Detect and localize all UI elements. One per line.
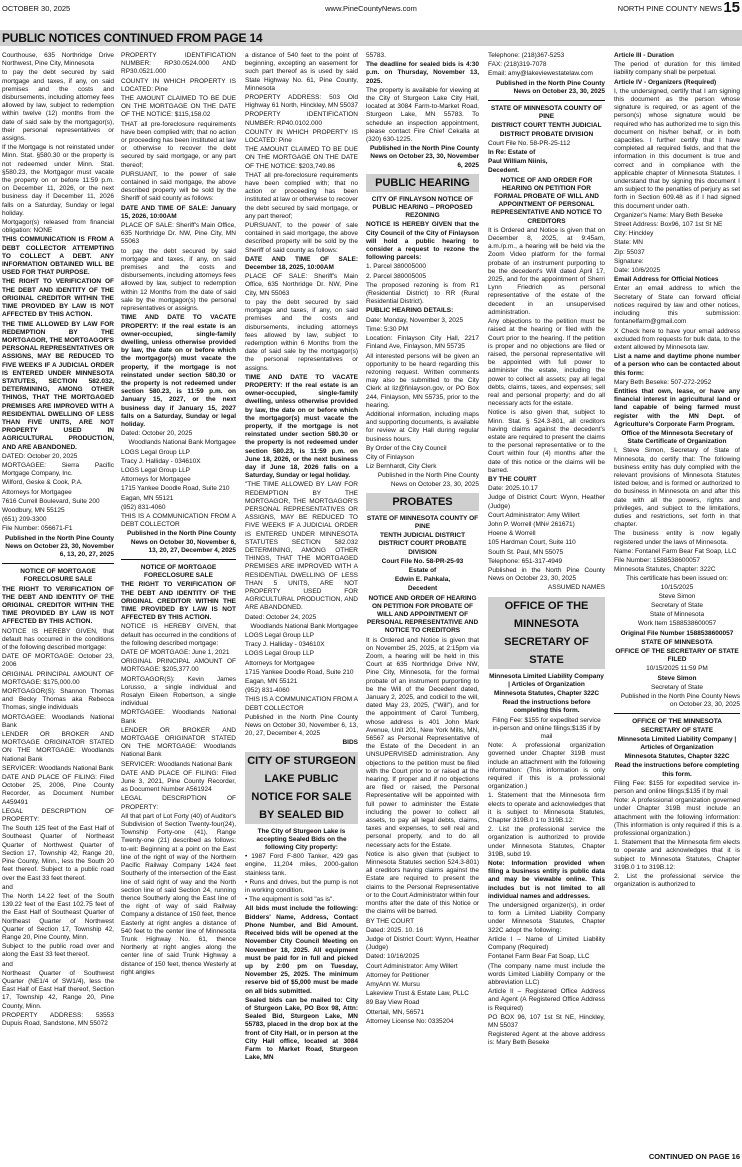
notice-paragraph: Article I – Name of Limited Liability Company (Required) [488, 935, 605, 952]
notice-paragraph: Signature: [614, 257, 644, 265]
notice-paragraph: Mortgagor(s) released from financial obligation: NONE [2, 219, 114, 235]
column-4 [366, 52, 479, 1150]
notice-paragraph: LENDER OR BROKER AND MORTGAGE ORIGINATOR STATED ON THE MORTGAGE: Woodlands National Bank [2, 731, 114, 763]
issue-date: OCTOBER 30, 2025 [2, 4, 71, 13]
notice-paragraph: The City of Sturgeon Lake is accepting Sealed Bids on the following City property: [256, 827, 347, 852]
notice-paragraph: 89 Bay View Road [366, 999, 420, 1007]
notice-paragraph: COUNTY IN WHICH PROPERTY IS LOCATED: Pine [121, 77, 236, 93]
notice-paragraph: List a name and daytime phone number of a person who can be contacted about this form: [614, 353, 740, 377]
column-6 [614, 52, 740, 1150]
notice-paragraph: Article IV - Organizers (Required) [614, 78, 717, 86]
notice-paragraph: State of Minnesota [649, 611, 705, 619]
notice-paragraph: Woodbury, MN 55125 [2, 506, 65, 514]
notice-paragraph: Decedent [407, 585, 438, 593]
notice-divider [2, 563, 114, 564]
notice-paragraph: John P. Worrell (MN# 261671) [488, 520, 575, 528]
notice-divider [614, 713, 740, 714]
notice-paragraph: Courthouse, 635 Northridge Drive Northwest, Pine City, Minnesota [2, 52, 114, 68]
notice-paragraph: Woodlands National Bank Mortgagee [128, 439, 236, 447]
notice-paragraph: Note: A professional organization governed under Chapter 319B must include an attachment with the following information: (This information is only required if this is a professional organization.) [488, 742, 605, 791]
notice-paragraph: Court Administrator: Amy Willert [366, 962, 458, 970]
notice-paragraph: Read the instructions before completing this form. [502, 699, 591, 715]
notice-paragraph: to pay the debt secured by said mortgage and taxes, if any, on said premises and the costs and disbursements, including attorneys fees allowed by law, subject to redemption within 6 Months from the date of said sale by the mortgagor(s) the personal representatives or assigns. [245, 298, 358, 372]
notice-paragraph: BY THE COURT [366, 917, 415, 925]
notice-paragraph: LOGS Legal Group LLP [245, 650, 315, 658]
notice-paragraph: 55783. [366, 52, 386, 59]
notice-paragraph: Liz Bernhardt, City Clerk [366, 463, 437, 471]
notice-paragraph: The business entity is now legally registered under the laws of Minnesota. [614, 530, 740, 546]
notice-columns [0, 52, 742, 1150]
notice-paragraph: 2. List the professional service the organization is authorized to provide under Minnesota Statutes, Chapter 319B, subd 19. [488, 826, 605, 858]
notice-paragraph: Original File Number 1588538600057 [620, 629, 734, 637]
section-heading: CITY OF STURGEON LAKE PUBLIC NOTICE FOR SALE BY SEALED BID [245, 752, 358, 824]
notice-paragraph: Work Item 1588538600057 [637, 620, 717, 628]
notice-paragraph: Telephone: 651-317-4949 [488, 557, 563, 565]
notice-paragraph: The South 125 feet of the East Half of Southeast Quarter of Northeast Quarter of Northwest Quarter of Section 17, Township 42, Range 20, Pine County, Minn., less the South 20 feet thereof. Subject to a public road over the East 33 feet thereof. [2, 825, 114, 882]
notice-paragraph: Subject to the public road over and along the East 33 feet thereof. [2, 943, 114, 959]
notice-paragraph: Eagan, MN 55121 [245, 678, 298, 686]
notice-paragraph: Attorneys for Mortgagee [121, 476, 191, 484]
notice-paragraph: FAX: (218)319-7078 [488, 61, 547, 69]
section-title: PUBLIC NOTICES CONTINUED FROM PAGE 14 [2, 31, 263, 45]
notice-paragraph: The undersigned organizer(s), in order to form a Limited Liability Company under Minnesota Statutes, Chapter 322C adopt the following: [488, 902, 605, 934]
notice-paragraph: Email Address for Official Notices [614, 276, 719, 284]
notice-paragraph: Steve Simon [658, 592, 696, 600]
notice-paragraph: Lakeview Trust & Estate Law, PLLC [366, 990, 469, 998]
notice-paragraph: Published in the North Pine County News on October 23, 30, 2025 [377, 472, 479, 488]
notice-paragraph: Entities that own, lease, or have any financial interest in agricultural land or land capable of being farmed must register with the MN Dept. of Agriculture's Corporate Farm Program. [614, 387, 740, 428]
notice-paragraph: Attorney for Petitioner [366, 971, 429, 979]
notice-paragraph: (651) 209-3300 [2, 516, 47, 524]
notice-paragraph: Dated: October 24, 2025 [245, 613, 317, 621]
notice-paragraph: Date: Monday, November 3, 2025 [366, 316, 464, 324]
notice-paragraph: OFFICE OF THE MINNESOTA SECRETARY OF STATE [632, 718, 722, 734]
notice-paragraph: LENDER OR BROKER AND MORTGAGE ORIGINATOR STATED ON THE MORTGAGE: Woodlands National Bank [121, 726, 236, 759]
notice-paragraph: Enter an email address to which the Secretary of State can forward official notices required by law and other notices, including this submission: fontanelfarm@gmail.com [614, 285, 740, 326]
notice-divider [488, 100, 605, 101]
notice-paragraph: Telephone: (218)367-5253 [488, 52, 565, 59]
notice-paragraph: THE TIME ALLOWED BY LAW FOR REDEMPTION BY THE MORTGAGOR, THE MORTGAGOR'S PERSONAL REPRESENTATIVES OR ASSIGNS, MAY BE REDUCED TO FIVE WEEKS IF A JUDICIAL ORDER IS ENTERED UNDER MINNESOTA STATUTES, SECTION 582.032, DETERMINING, AMONG OTHER THINGS, THAT THE MORTGAGED PREMISES ARE IMPROVED WITH A RESIDENTIAL DWELLING OF LESS THAN FIVE UNITS, ARE NOT PROPERTY USED IN AGRICULTURAL PRODUCTION, AND ARE ABANDONED. [2, 320, 114, 451]
notice-paragraph: The deadline for sealed bids is 4:30 p.m. on Thursday, November 13, 2025. [366, 61, 479, 85]
notice-paragraph: Location: Finlayson City Hall, 2217 Finland Ave, Finlayson, MN 55735 [366, 335, 479, 351]
notice-paragraph: NOTICE OF AND ORDER FOR HEARING ON PETITION FOR FORMAL PROBATE OF WILL AND APPOINTMENT OF PERSONAL REPRESENTATIVE AND NOTICE TO CREDITORS [491, 176, 602, 225]
notice-paragraph: City of Finlayson [366, 453, 415, 461]
notice-paragraph: DATE AND TIME OF SALE: December 18, 2025, 10:00AM [245, 255, 358, 272]
notice-paragraph: PROPERTY ADDRESS: 53553 Dupuis Road, Sandstone, MN 55072 [2, 1011, 114, 1027]
notice-paragraph: THIS COMMUNICATION IS FROM A DEBT COLLECTOR ATTEMPTING TO COLLECT A DEBT. ANY INFORMATION OBTAINED WILL BE USED FOR THAT PURPOSE. [2, 236, 114, 277]
site-url[interactable]: www.PineCountyNews.com [325, 4, 417, 13]
notice-paragraph: and [2, 960, 13, 968]
notice-paragraph: Any objections to the petition must be raised at the hearing or filed with the Court prior to the hearing. If the petition is proper and no objections are filed or raised, the personal representative will be appointed with full power to administer the estate, including the power to collect all assets; pay all legal debts, claims, taxes, and expenses; sell real and personal property; and do all necessary acts for the estate. [488, 318, 605, 408]
notice-paragraph: All interested persons will be given an opportunity to be heard regarding this rezoning request. Written comments may also be submitted to the City Clerk at liz@finlayson.gov, or PO Box 244, Finlayson, MN 55735, prior to the hearing. [366, 352, 479, 409]
notice-paragraph: Court File No. 58-PR-25-93 [381, 557, 464, 565]
notice-paragraph: and [2, 883, 13, 891]
notice-paragraph: It is Ordered and Notice is given that on November 25, 2025, at 2:15pm via Zoom, a hearing will be held in this Court at 635 Northridge Drive NW, Pine City, Minnesota, for the formal probate of an instrument purporting to be the Will of the Decedent dated, January 2, 2025, and codicil to the will, dated May 23, 2025, ("Will"), and for the appointment of Carol Tumberg, whose address is 401 John Mark Avenue, Unit 201, New York Mills, MN, 56567 as Personal Representative of the Estate of the Decedent in an UNSUPERVISED administration. Any objections to the petition must be filed with the Court prior to or raised at the hearing. If proper and if no objections are filed or raised, the Personal Representative will be appointed with full power to administer the Estate including the power to collect all assets, to pay all legal debts, claims, taxes and expenses, to sell real and personal property, and to do all necessary acts for the Estate. [366, 636, 479, 849]
notice-paragraph: 7616 Currell Boulevard, Suite 200 [2, 497, 100, 505]
continued-label: CONTINUED ON PAGE 16 [648, 1152, 740, 1161]
notice-paragraph: NOTICE OF MORTGAGE FORECLOSURE SALE [20, 568, 96, 584]
notice-paragraph: (952) 831-4060 [121, 503, 166, 511]
notice-paragraph: THE RIGHT TO VERIFICATION OF THE DEBT AND IDENTITY OF THE ORIGINAL CREDITOR WITHIN THE TIME PROVIDED BY LAW IS NOT AFFECTED BY THIS ACTION. [2, 585, 114, 626]
notice-paragraph: Published in the North Pine County News on October 23, 30, 2025 [495, 79, 605, 95]
notice-paragraph: PLACE OF SALE: Sheriff's Main Office, 635 Northridge Dr. NW, Pine City, MN 55063 [245, 273, 358, 297]
notice-paragraph: PROPERTY IDENTIFICATION NUMBER: RP40.0102.000 [245, 111, 358, 127]
notice-paragraph: LOGS Legal Group LLP [121, 448, 191, 456]
notice-paragraph: THAT all pre-foreclosure requirements have been complied with; that no action or proceeding has been instituted at law or otherwise to recover the debt secured by said mortgage, or any part thereof; [245, 171, 358, 220]
notice-paragraph: NOTICE OF MORTGAGE FORECLOSURE SALE [140, 563, 217, 580]
notice-paragraph: Published in the North Pine County News on October 23, 30, 2025 [488, 566, 605, 583]
notice-paragraph: MORTGAGEE: Woodlands National Bank [121, 709, 236, 725]
notice-paragraph: Filing Fee: $155 for expedited service in-person and online filings;$135 if by mail [614, 779, 740, 796]
notice-paragraph: Street Address: Box96, 107 1st St NE [614, 221, 723, 229]
notice-paragraph: In Re: Estate of [488, 149, 536, 157]
notice-paragraph: Date: 10/6/2025 [614, 267, 661, 275]
notice-paragraph: I, Steve Simon, Secretary of State of Minnesota, do certify that: The following business entity has duly complied with the relevant provisions of Minnesota Statutes listed below, and is formed or authorized to do business in Minnesota on and after this date with all the powers, rights and privileges, and subject to the limitations, duties and restrictions, set forth in that chapter. [614, 447, 740, 529]
notice-paragraph: Notice is also given that, subject to Minn. Stat. § 524.3-801, all creditors having claims against the decedent's estate are required to present the claims to the personal representative or to the Court within four (4) months after the date of this notice or the claims will be barred. [488, 409, 605, 474]
notice-paragraph: Published in the North Pine County News on October 23, 30, November 6, 2025 [369, 145, 479, 169]
notice-paragraph: DISTRICT COURT TENTH JUDICIAL DISTRICT PROBATE DIVISION [491, 122, 602, 138]
notice-paragraph: to pay the debt secured by said mortgage and taxes, if any, on said premises and the costs and disbursements, including attorney fees allowed by law, subject to redemption within twelve (12) months from the date of said sale by the mortgagor(s), their personal representatives or assigns. [2, 69, 114, 143]
notice-divider [121, 559, 236, 560]
notice-paragraph: Published in the North Pine County News on October 30, November 6, 13, 20, 27, December 4, 2025 [126, 530, 236, 554]
notice-paragraph: Tracy J. Halliday - 034610X [245, 641, 325, 649]
notice-paragraph: ASSUMED NAMES [547, 584, 605, 592]
notice-paragraph: Minnesota Statutes, Chapter 322C [624, 753, 730, 761]
notice-paragraph: Published in the North Pine County News on October 23, 30, 2025 [620, 693, 740, 709]
notice-paragraph: Article III - Duration [614, 52, 674, 59]
section-heading: OFFICE OF THE MINNESOTA SECRETARY OF STATE [488, 597, 605, 669]
notice-paragraph: Date: 2025.10.17 [488, 485, 538, 493]
notice-paragraph: South St. Paul, MN 55075 [488, 548, 564, 556]
notice-paragraph: TIME AND DATE TO VACATE PROPERTY: If the real estate is an owner-occupied, single-family dwelling, unless otherwise provided by law, the date on or before which the mortgagor(s) must vacate the property, if the mortgage is not reinstated under section 580.30 or the property is not redeemed under section 580.23, is 11:59 p.m. on January 15, 2027, or the next business day if January 15, 2027 falls on a Saturday, Sunday or legal holiday. [121, 314, 236, 428]
notice-paragraph: LOGS Legal Group LLP [245, 632, 315, 640]
section-heading: PROBATES [366, 493, 479, 511]
notice-paragraph: PROPERTY IDENTIFICATION NUMBER: RP30.0524.000 AND RP30.0521.000 [121, 52, 236, 76]
notice-paragraph: AmyAnn W. Mursu [366, 980, 420, 988]
notice-paragraph: PO BOX 96, 107 1st St NE, Hinckley, MN 55037 [488, 1013, 605, 1029]
notice-paragraph: TENTH JUDICIAL DISTRICT DISTRICT COURT PROBATE DIVISION [378, 532, 467, 556]
notice-paragraph: File Number: 056671-F1 [2, 525, 73, 533]
notice-paragraph: NOTICE IS HEREBY GIVEN, that default has occurred in the conditions of the following described mortgage: [2, 627, 114, 652]
notice-paragraph: STATE OF MINNESOTA COUNTY OF PINE [490, 105, 603, 121]
notice-paragraph: a distance of 540 feet to the point of beginning, excepting an easement for such part thereof as is used by said State Highway No. 61, Pine County, Minnesota [245, 52, 358, 92]
notice-paragraph: All that part of Lot Forty (40) of Auditor's Subdivision of Section Twenty-four(24), Township Forty-one (41), Range Twenty-one (21) described as follows: to-wit: Beginning at a point on the East line of the right of way of the Northern Pacific Railway Company 1424 feet Southerly of the intersection of the East line of said right of way and the North section line of said Section 24, running thence Southerly along the East line of the right of way of said Railway Company a distance of 150 feet, thence Easterly at right angles a distance of 540 feet to the center line of Minnesota Trunk Highway No. 61, thence Northerly at right angles along the center line of said Trunk Highway a distance of 150 feet, thence Westerly at right angles [121, 812, 236, 976]
notice-paragraph: Secretary of State [650, 602, 704, 609]
notice-paragraph: Steve Simon [657, 674, 697, 682]
notice-paragraph: Note: Information provided when filing a business entity is public data and may be viewable online. This includes but is not limited to all individual names and addresses. [488, 860, 605, 900]
notice-paragraph: Northeast Quarter of Southwest Quarter (NE1/4 of SW1/4), less the East Half of East Half thereof, Section 17, Township 42, Range 20, Pine County, Minn. [2, 969, 114, 1010]
notice-paragraph: Judge of District Court: Wynn, Heather (Judge) [366, 935, 479, 952]
notice-paragraph: Time: 5:30 PM [366, 325, 409, 333]
notice-paragraph: THE AMOUNT CLAIMED TO BE DUE ON THE MORTGAGE ON THE DATE OF THE NOTICE: $203,749.86 [245, 146, 358, 170]
notice-paragraph: Ottertail, MN, 56571 [366, 1008, 425, 1016]
notice-paragraph: Read the instructions before completing this form. [614, 762, 740, 778]
notice-paragraph: THE AMOUNT CLAIMED TO BE DUE ON THE MORTGAGE ON THE DATE OF THE NOTICE: $115,158.02 [121, 95, 236, 119]
section-header-bar [0, 30, 742, 46]
notice-paragraph: TIME AND DATE TO VACATE PROPERTY: If the real estate is an owner-occupied, single-family dwelling, unless otherwise provided by law, the date on or before which the mortgagor(s) must vacate the property, if the mortgage is not reinstated under section 580.30 or the property is not redeemed under section 580.23, is 11:59 p.m. on June 18, 2026, or the next business day if June 18, 2026 falls on a Saturday, Sunday or legal holiday. [245, 373, 358, 480]
notice-paragraph: Fontanel Farm Bear Fat Soap, LLC [488, 953, 590, 961]
notice-paragraph: Minnesota Limited Liability Company | Articles of Organization [617, 735, 737, 752]
notice-paragraph: PURSUANT, to the power of sale contained in said mortgage, the above described property will be sold by the Sheriff of said county as follows: [245, 222, 358, 254]
notice-paragraph: Wilford, Geske & Cook, P.A. [2, 479, 83, 487]
notice-paragraph: DATE AND PLACE OF FILING: Filed June 3, 2021, Pine County Recorder, as Document Number A561924 [121, 769, 236, 794]
notice-paragraph: • The equipment is sold "as is". [245, 896, 335, 904]
notice-paragraph: "THE TIME ALLOWED BY LAW FOR REDEMPTION BY THE MORTGAGOR, THE MORTGAGOR'S PERSONAL REPRESENTATIVES OR ASSIGNS, MAY BE REDUCED TO FIVE WEEKS IF A JUDICIAL ORDER IS ENTERED UNDER MINNESOTA STATUTES SECTION 582.032 DETERMINING, AMONG OTHER THINGS, THAT THE MORTGAGED PREMISES ARE IMPROVED WITH A RESIDENTIAL DWELLING OF LESS THAN 5 UNITS, ARE NOT PROPERTY USED FOR AGRICULTURAL PRODUCTION, AND ARE ABANDONED. [245, 481, 358, 612]
notice-paragraph: STATE OF MINNESOTA COUNTY OF PINE [366, 514, 479, 530]
notice-paragraph: to pay the debt secured by said mortgage and taxes, if any, on said premises and the costs and disbursements, including attorneys fees allowed by law, subject to redemption within 12 Months from the date of said sale by the mortgagor(s) the personal representatives or assigns. [121, 247, 236, 313]
notice-paragraph: MORTGAGOR(S): Kevin James Lorusso, a single individual and Rosalyn Eileen Robertson, a single individual [121, 675, 236, 708]
page-folio [0, 0, 742, 18]
notice-paragraph: 1715 Yankee Doodle Road, Suite 210 [121, 485, 230, 493]
notice-paragraph: If the Mortgage is not reinstated under Minn. Stat. §580.30 or the property is not redeemed under Minn. Stat. §580.23, the Mortgagor must vacate the property on or before 11:59 p.m. on December 11, 2026, or the next business day if December 11, 2026 falls on a Saturday, Sunday or legal holiday. [2, 144, 114, 217]
notice-paragraph: By Order of the City Council [366, 444, 447, 452]
notice-paragraph: 1. Parcel 380005000 [366, 263, 426, 271]
notice-paragraph: Filing Fee: $155 for expedited service in-person and online filings;$135 if by mail [492, 716, 601, 741]
notice-paragraph: The property is available for viewing at the City of Sturgeon Lake City Hall, located at 3084 Farm-to-Market Road, Sturgeon Lake, MN 55783. To schedule an inspection appointment, please contact Fire Chief Cekalla at (320) 630-1225. [366, 86, 479, 144]
notice-paragraph: 10/15/2025 11:59 PM [646, 665, 708, 673]
notice-paragraph: LOGS Legal Group LLP [121, 466, 191, 474]
notice-paragraph: SERVICER: Woodlands National Bank [2, 764, 114, 772]
notice-paragraph: Email: amy@lakeviewestatelaw.com [488, 70, 593, 78]
notice-paragraph: PLACE OF SALE: Sheriff's Main Office, 635 Northridge Dr. NW, Pine City, MN 55063 [121, 222, 236, 246]
notice-paragraph: 1. Statement that the Minnesota firm elects to operate and acknowledges that it is subject to Minnesota Statutes, Chapter 319B.0 1 to 319B.12: [614, 839, 740, 871]
notice-paragraph: DATED: October 20, 2025 [2, 452, 78, 460]
notice-paragraph: 2. Parcel 380005005 [366, 272, 426, 280]
notice-paragraph: Decedent. [488, 167, 520, 175]
notice-paragraph: Paul William Niinis, [488, 158, 548, 166]
notice-paragraph: Attorney License No: 0335204 [366, 1017, 454, 1025]
notice-paragraph: Dated: October 20, 2025 [121, 430, 193, 438]
notice-paragraph: 105 Hardman Court, Suite 110 [488, 539, 576, 547]
notice-paragraph: SERVICER: Woodlands National Bank [121, 760, 233, 768]
notice-paragraph: Estate of [408, 566, 437, 574]
notice-paragraph: NOTICE AND ORDER OF HEARING ON PETITION FOR PROBATE OF WILL AND APPOINTMENT OF PERSONAL REPRESENTATIVE AND NOTICE TO CREDITORS [366, 594, 479, 635]
notice-paragraph: Zip: 55037 [614, 248, 645, 256]
notice-paragraph: Hoene & Worrell [488, 530, 536, 538]
notice-paragraph: MORTGAGEE: Woodlands National Bank [2, 713, 114, 729]
notice-paragraph: State: MN [614, 239, 643, 247]
notice-paragraph: Minnesota Limited Liability Company | Articles of Organization [489, 672, 604, 688]
notice-paragraph: • 1987 Ford F-800 Tanker, 429 gas engine, 11,204 miles, 2000-gallon stainless tank. [245, 853, 358, 877]
notice-paragraph: LEGAL DESCRIPTION OF PROPERTY: [121, 795, 236, 811]
notice-paragraph: Woodlands National Bank Mortgagee [250, 622, 358, 630]
notice-paragraph: THE RIGHT TO VERIFICATION OF THE DEBT AND IDENTITY OF THE ORIGINAL CREDITOR WITHIN THE TIME PROVIDED BY LAW IS NOT AFFECTED BY THIS ACTION. [121, 581, 236, 622]
notice-paragraph: Edwin E. Pahkala, [394, 576, 451, 584]
notice-paragraph: STATE OF MINNESOTA [641, 638, 713, 646]
notice-paragraph: (The company name must include the words Limited Liability Company or the abbreviation LLC) [488, 962, 605, 986]
notice-paragraph: Tracy J. Halliday - 034610X [121, 457, 201, 465]
notice-paragraph: Published in the North Pine County News on October 30, November 6, 13, 20, 27, December 4, 2025 [245, 713, 358, 738]
notice-paragraph: LEGAL DESCRIPTION OF PROPERTY: [2, 807, 114, 824]
notice-paragraph: DATE OF MORTGAGE: June 1, 2021 [121, 649, 230, 657]
notice-paragraph: PROPERTY ADDRESS: 503 Old Highway 61 North, Hinckley, MN 55037 [245, 94, 358, 110]
notice-paragraph: 2. List the professional service the organization is authorized to [614, 873, 740, 889]
notice-paragraph: THAT all pre-foreclosure requirements have been complied with; that no action or proceeding has been instituted at law or otherwise to recover the debt secured by said mortgage, or any part thereof; [121, 120, 236, 169]
notice-paragraph: BY THE COURT [488, 475, 537, 483]
notice-paragraph: City: Hinckley [614, 230, 654, 238]
notice-paragraph: It is Ordered and Notice is given that on December 8, 2025, at 9:45am, a.m./p.m., a hearing will be held via the Zoom Video platform for the formal probate of an instrument purporting to be the decedent's Will dated April 17, 2025, and for the appointment of Sherri Lynn Friedrich as personal representative of the estate of the decedent in an unsupervised administration. [488, 226, 605, 316]
notice-paragraph: PURSUANT, to the power of sale contained in said mortgage, the above described property will be sold by the Sheriff of said county as follows: [121, 170, 236, 203]
notice-paragraph: Secretary of State [650, 683, 704, 691]
notice-paragraph: Judge of District Court: Wynn, Heather (Judge) [488, 494, 605, 510]
notice-paragraph: MORTGAGEE: Sierra Pacific Mortgage Company, Inc. [2, 461, 114, 478]
notice-paragraph: All bids must include the following: Bidders' Name, Address, Contact Phone Number, and Bid Amount. Received bids will be opened at the November City Council Meeting on November 18, 2025. All equipment must be paid for in full and picked up by 2:00 pm on Tuesday, November 25, 2025. The minimum reserve bid of $5,000 must be made on all bids submitted. [245, 905, 358, 995]
notice-paragraph: Office of the Minnesota Secretary of State Certificate of Organization [621, 429, 733, 446]
notice-paragraph: Note: A professional organization governed under Chapter 319B must include an attachment with the following information: (This information is only required if this is a professional organization.) [614, 797, 740, 838]
notice-paragraph: DATE AND TIME OF SALE: January 15, 2026, 10:00AM [121, 204, 236, 220]
notice-paragraph: Eagan, MN 55121 [121, 494, 174, 502]
notice-paragraph: File Number: 1588538600057 [614, 556, 701, 564]
notice-paragraph: (952) 831-4060 [245, 687, 290, 695]
section-heading: PUBLIC HEARING [366, 174, 479, 192]
notice-paragraph: Additional information, including maps and supporting documents, is available for review at City Hall during regular business hours. [366, 410, 479, 443]
column-3 [245, 52, 358, 1150]
notice-paragraph: 1715 Yankee Doodle Road, Suite 210 [245, 668, 354, 676]
notice-paragraph: Mary Beth Beseke: 507-272-2952 [614, 378, 712, 386]
notice-paragraph: OFFICE OF THE SECRETARY OF STATE FILED [615, 648, 739, 664]
notice-paragraph: The North 14.22 feet of the South 139.22 feet of the East 102.75 feet of the East Half of Southeast Quarter of Northeast Quarter of Northwest Quarter of Section 17, Township 42, Range 20, Pine County, Minn. [2, 892, 114, 941]
notice-paragraph: COUNTY IN WHICH PROPERTY IS LOCATED: Pine [245, 128, 358, 145]
notice-paragraph: Notice is also given that (subject to Minnesota Statutes section 524.3-801) all creditors having claims against the Estate are required to present the claims to the Personal Representative or to the Court Administrator within four months after the date of this Notice or the claims will be barred. [366, 850, 479, 916]
notice-paragraph: Court Administrator: Amy Willert [488, 511, 580, 519]
notice-paragraph: MORTGAGOR(S): Shannon Thomas and Becky Thomas aka Rebecca Thomas, single individuals [2, 688, 114, 712]
notice-paragraph: Minnesota Statutes, Chapter 322C [493, 690, 600, 697]
notice-paragraph: Court File No. 58-PR-25-112 [488, 139, 571, 147]
notice-paragraph: Attorneys for Mortgagee [2, 488, 72, 496]
notice-paragraph: Minnesota Statutes, Chapter: 322C [614, 566, 716, 574]
notice-paragraph: DATE AND PLACE OF FILING: Filed October 25, 2006, Pine County Recorder, as Document Number A459491 [2, 774, 114, 806]
notice-paragraph: NOTICE IS HEREBY GIVEN, that default has occurred in the conditions of the following described mortgage: [121, 623, 236, 647]
notice-paragraph: THIS IS A COMMUNICATION FROM A DEBT COLLECTOR [245, 696, 358, 712]
notice-paragraph: THE RIGHT TO VERIFICATION OF THE DEBT AND IDENTITY OF THE ORIGINAL CREDITOR WITHIN THE TIME PROVIDED BY LAW IS NOT AFFECTED BY THIS ACTION. [2, 278, 114, 319]
notice-paragraph: • Runs and drives, but the pump is not in working condition. [245, 878, 358, 895]
notice-paragraph: DATE OF MORTGAGE: October 23, 2006 [2, 653, 114, 669]
notice-paragraph: PUBLIC HEARING DETAILS: [366, 307, 454, 315]
column-5 [488, 52, 605, 1150]
notice-paragraph: THIS IS A COMMUNICATION FROM A DEBT COLLECTOR [121, 512, 236, 529]
column-2 [121, 52, 236, 1150]
notice-paragraph: Name: Fontanel Farm Bear Fat Soap, LLC [614, 547, 737, 555]
notice-paragraph: This certificate has been issued on: 10/15/2025 [626, 575, 728, 591]
notice-paragraph: I, the undersigned, certify that I am signing this document as the person whose signature is required, or as agent of the person(s) whose signature would be required who has authorized me to sign this document on his/her behalf, or in both capacities. I further certify that I have completed all required fields, and that the information in this document is true and correct and in compliance with the applicable chapter of Minnesota Statutes. I understand that by signing this document I am subject to the penalties of perjury as set forth in Section 609.48 as if I had signed this document under oath. [614, 87, 740, 210]
paper-name: NORTH PINE COUNTY NEWS [617, 4, 722, 13]
page-number: 15 [723, 0, 740, 16]
notice-paragraph: 1. Statement that the Minnesota firm elects to operate and acknowledges that it is subject to Minnesota Statutes, Chapter 319B.0 1 to 319B.12: [488, 792, 605, 825]
notice-paragraph: Dated: 2025. 10. 16 [366, 926, 424, 934]
column-1 [2, 52, 114, 1150]
notice-paragraph: Attorneys for Mortgagee [245, 659, 315, 667]
notice-paragraph: Organizer's Name: Mary Beth Beseke [614, 211, 723, 219]
notice-paragraph: Sealed bids can be mailed to: City of Sturgeon Lake, PO Box 98, Attn: Sealed Bid, Sturgeon Lake, MN 55783, placed in the drop box at the front of City Hall, or in person at the City Hall office, located at 3084 Farm to Market Road, Sturgeon Lake, MN [245, 996, 358, 1062]
notice-paragraph: Published in the North Pine County News on October 23, 30, November 6, 13, 20, 27, 2025 [4, 534, 114, 558]
notice-paragraph: X Check here to have your email address excluded from requests for bulk data, to the extent allowed by Minnesota law. [614, 327, 740, 351]
notice-paragraph: Registered Agent at the above address is: Mary Beth Beseke [488, 1031, 605, 1047]
notice-paragraph: ORIGINAL PRINCIPAL AMOUNT OF MORTGAGE: $205,377.00 [121, 658, 236, 674]
notice-paragraph: ORIGINAL PRINCIPAL AMOUNT OF MORTGAGE: $175,000.00 [2, 670, 114, 686]
notice-paragraph: Article II – Registered Office Address and Agent (A Registered Office Address is Required) [488, 988, 605, 1012]
notice-paragraph: CITY OF FINLAYSON NOTICE OF PUBLIC HEARING – PROPOSED REZONING [371, 195, 474, 220]
notice-paragraph: NOTICE IS HEREBY GIVEN that the City Council of the City of Finlayson will hold a public hearing to consider a request to rezone the following parcels: [366, 221, 479, 262]
notice-paragraph: BIDS [342, 739, 358, 747]
notice-paragraph: The proposed rezoning is from R1 (Residential District) to RR (Rural Residential District). [366, 281, 479, 306]
notice-paragraph: Dated: 10/16/2025 [366, 953, 420, 961]
notice-paragraph: The period of duration for this limited liability company shall be perpetual. [614, 61, 740, 77]
